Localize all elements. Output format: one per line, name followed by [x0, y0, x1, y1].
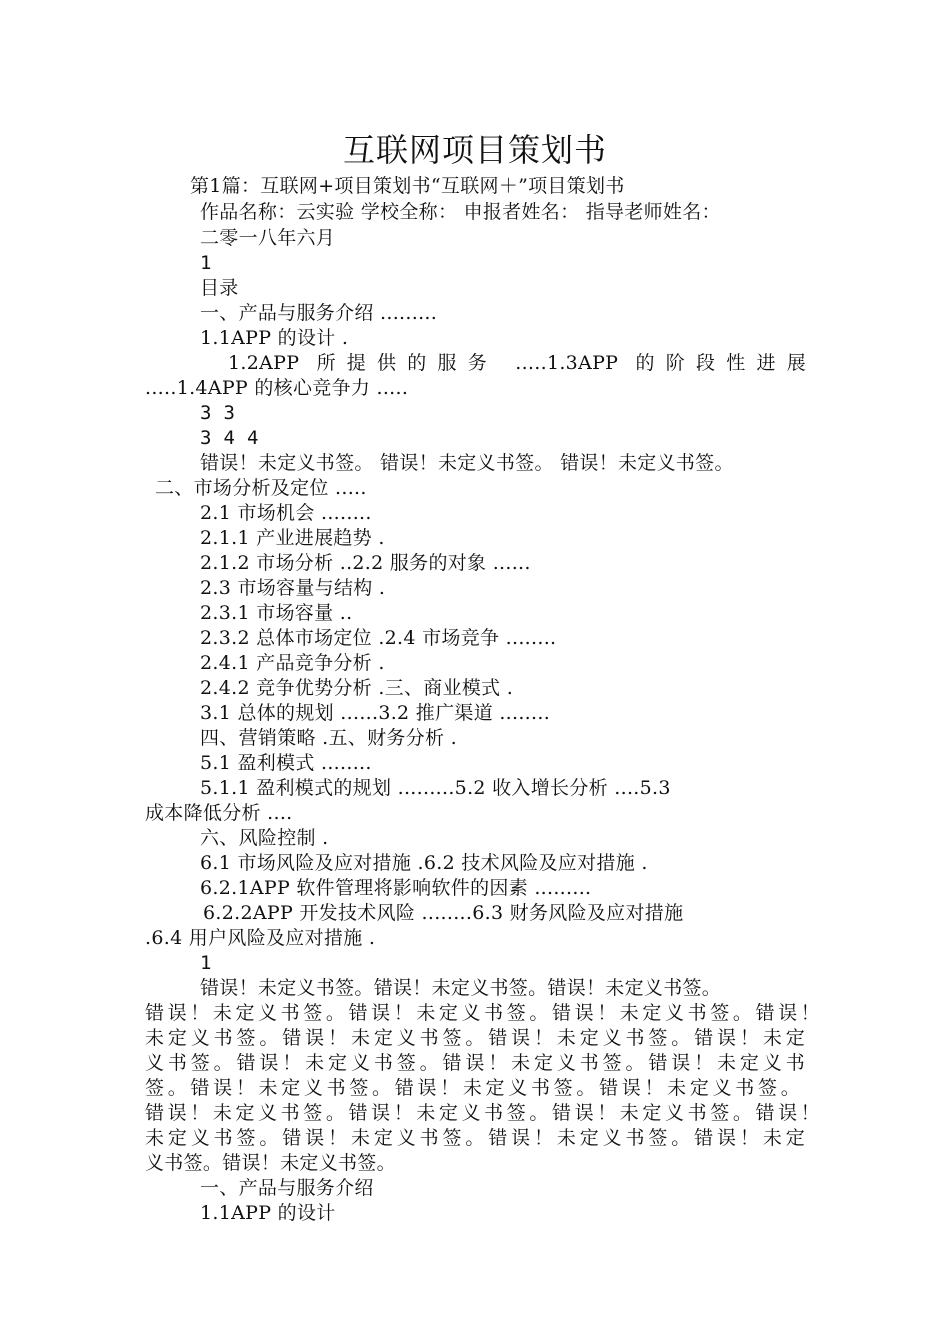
- toc-line: 6.2.1APP 软件管理将影响软件的因素 .........: [200, 877, 592, 899]
- toc-line: 2.3.2 总体市场定位 .2.4 市场竞争 ........: [200, 627, 557, 649]
- document-title: 互联网项目策划书: [342, 131, 607, 169]
- bookmark-error-line: 义书签。错误！未定义书签。错误！未定义书签。错误！未定义书: [145, 1052, 805, 1074]
- bookmark-error-line: 错误！未定义书签。错误！未定义书签。错误！未定义书签。错误！: [145, 1102, 820, 1124]
- toc-line: 1.2APP 所提供的服务 .....1.3APP 的阶段性进展: [228, 352, 806, 374]
- toc-line: 一、产品与服务介绍 .........: [200, 302, 438, 324]
- toc-heading: 目录: [200, 277, 239, 299]
- toc-line: 二、市场分析及定位 .....: [155, 477, 367, 499]
- toc-line: 2.4.1 产品竞争分析 .: [200, 652, 385, 674]
- toc-line: 2.3 市场容量与结构 .: [200, 577, 386, 599]
- toc-line: 1.1APP 的设计 .: [200, 327, 349, 349]
- toc-line: 成本降低分析 ....: [145, 802, 293, 824]
- toc-line: 3.1 总体的规划 ......3.2 推广渠道 ........: [200, 702, 551, 724]
- toc-page-numbers: 3 4 4: [200, 427, 259, 449]
- toc-line: 2.4.2 竞争优势分析 .三、商业模式 .: [200, 677, 514, 699]
- section-heading: 1.1APP 的设计: [200, 1202, 336, 1224]
- toc-page-numbers: 3 3: [200, 402, 236, 424]
- bookmark-error-line: 错误！未定义书签。 错误！未定义书签。 错误！未定义书签。: [200, 452, 734, 474]
- toc-line: .6.4 用户风险及应对措施 .: [145, 927, 376, 949]
- bookmark-error-line: 签。错误！未定义书签。错误！未定义书签。错误！未定义书签。: [145, 1077, 800, 1099]
- section-heading: 一、产品与服务介绍: [200, 1177, 374, 1199]
- project-info-line: 作品名称：云实验 学校全称： 申报者姓名： 指导老师姓名：: [200, 201, 721, 223]
- toc-line: 2.3.1 市场容量 ..: [200, 602, 353, 624]
- date-line: 二零一八年六月: [200, 227, 336, 249]
- toc-line: 6.2.2APP 开发技术风险 ........6.3 财务风险及应对措施: [203, 902, 684, 924]
- bookmark-error-line: 错误！未定义书签。错误！未定义书签。错误！未定义书签。: [200, 977, 722, 999]
- page-number: 1: [200, 952, 212, 974]
- toc-line: 6.1 市场风险及应对措施 .6.2 技术风险及应对措施 .: [200, 852, 648, 874]
- toc-line: 六、风险控制 .: [200, 827, 329, 849]
- toc-line: 2.1 市场机会 ........: [200, 502, 372, 524]
- toc-line: 2.1.2 市场分析 ..2.2 服务的对象 ......: [200, 552, 531, 574]
- bookmark-error-line: 错误！未定义书签。错误！未定义书签。错误！未定义书签。错误！: [145, 1002, 820, 1024]
- toc-line: 5.1 盈利模式 ........: [200, 752, 372, 774]
- toc-line: .....1.4APP 的核心竞争力 .....: [145, 377, 409, 399]
- bookmark-error-line: 未定义书签。错误！未定义书签。错误！未定义书签。错误！未定: [145, 1127, 805, 1149]
- document-subtitle: 第1篇：互联网+项目策划书“互联网＋”项目策划书: [190, 175, 625, 197]
- toc-line: 2.1.1 产业进展趋势 .: [200, 527, 385, 549]
- bookmark-error-line: 义书签。错误！未定义书签。: [145, 1152, 396, 1174]
- page-number: 1: [200, 252, 212, 274]
- bookmark-error-line: 未定义书签。错误！未定义书签。错误！未定义书签。错误！未定: [145, 1027, 805, 1049]
- toc-line: 5.1.1 盈利模式的规划 .........5.2 收入增长分析 ....5.3: [200, 777, 671, 799]
- toc-line: 四、营销策略 .五、财务分析 .: [200, 727, 457, 749]
